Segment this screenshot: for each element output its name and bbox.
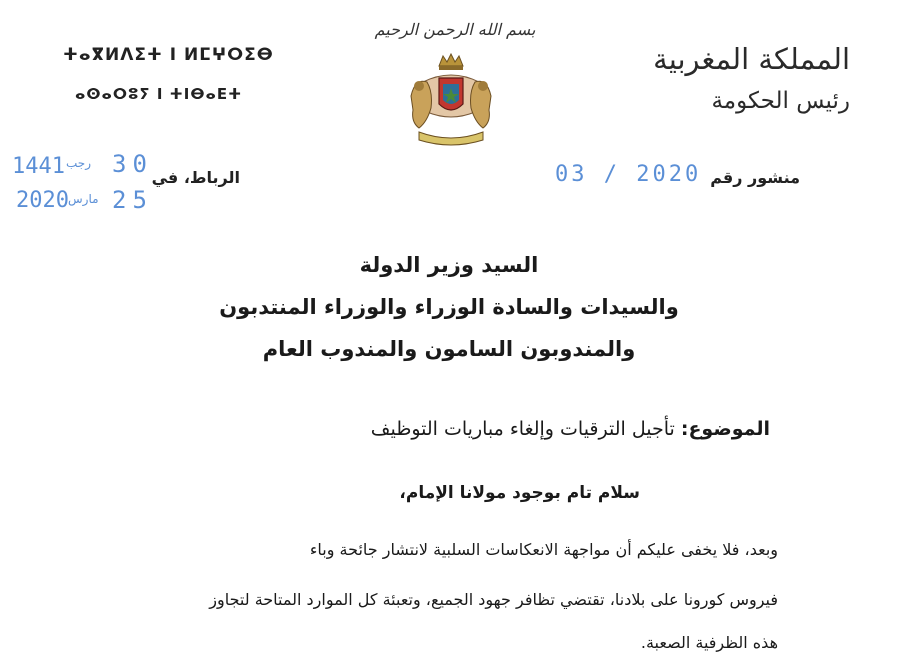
coat-of-arms-icon (405, 52, 497, 150)
circular-label: منشور رقم (710, 168, 800, 187)
hijri-year: 1441 (12, 154, 65, 179)
header-tifinagh-line2: ⴰⵙⴰⵔⵓⵢ ⵏ ⵜⵏⴱⴰⴹⵜ (75, 85, 243, 103)
body-paragraph-line: هذه الظرفية الصعبة. (640, 633, 778, 652)
place-date-label: الرباط، في (151, 168, 240, 187)
gregorian-day: 25 (112, 186, 153, 214)
header-tifinagh-line1: ⵜⴰⴳⵍⴷⵉⵜ ⵏ ⵍⵎⵖⵔⵉⴱ (63, 45, 274, 65)
subject-text: تأجيل الترقيات وإلغاء مباريات التوظيف (370, 418, 675, 440)
body-paragraph-line: وبعد، فلا يخفى عليكم أن مواجهة الانعكاسات السلبية لانتشار جائحة وباء (309, 540, 778, 559)
hijri-month: رجب (66, 156, 91, 170)
gregorian-month: مارس (68, 192, 99, 206)
addressee-line: والمندوبون السامون والمندوب العام (262, 337, 636, 361)
subject-label: الموضوع: (680, 418, 770, 440)
addressee-line: والسيدات والسادة الوزراء والوزراء المنتدبون (219, 295, 679, 319)
body-paragraph-line: فيروس كورونا على بلادنا، تقتضي تظافر جهود الجميع، وتعبئة كل الموارد المتاحة لتجاوز (209, 590, 778, 609)
gregorian-year: 2020 (16, 188, 69, 213)
greeting: سلام تام بوجود مولانا الإمام، (399, 483, 640, 503)
office-title: رئيس الحكومة (711, 88, 850, 114)
hijri-day: 30 (112, 150, 153, 178)
basmala: بسم الله الرحمن الرحيم (374, 20, 536, 39)
subject-line (330, 418, 770, 440)
addressee-line: السيد وزير الدولة (359, 253, 539, 277)
kingdom-title: المملكة المغربية (653, 42, 850, 76)
circular-number: 03 / 2020 (555, 162, 702, 187)
